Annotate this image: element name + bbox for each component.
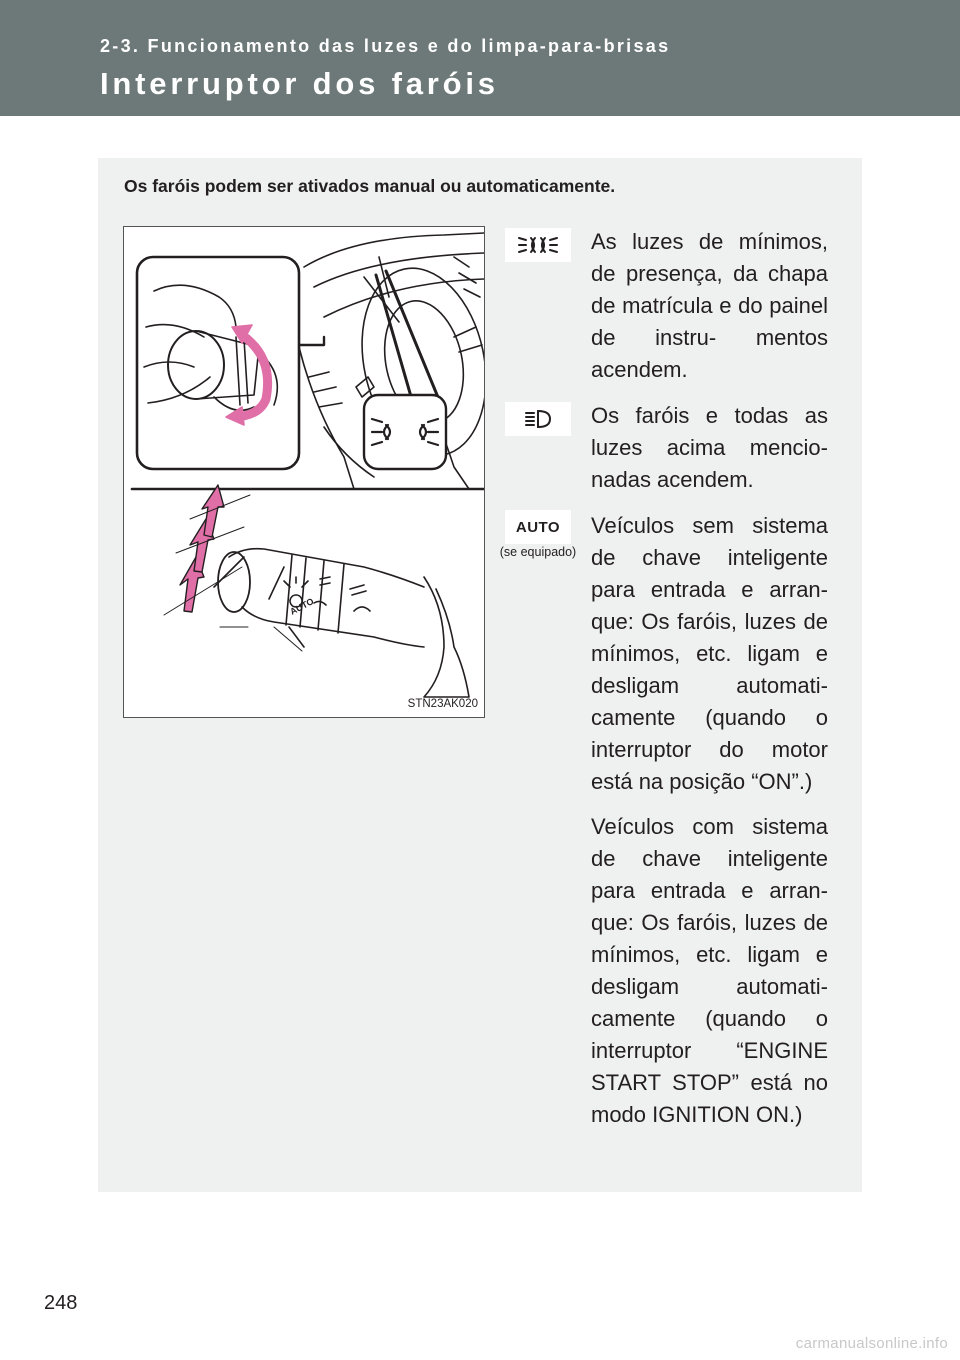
switch-auto-label: AUTO xyxy=(288,596,316,617)
auto-description-without-smart-key: Veículos sem sistema de chave inteligente para entrada e arran- que: Os faróis, luzes de mínimos, etc. ligam e desligam automati- camente (quando o interruptor do motor está na posição “ON”.) xyxy=(591,513,828,794)
page-title: Interruptor dos faróis xyxy=(100,66,499,101)
tail-lights-icon xyxy=(516,233,560,257)
headlights-icon xyxy=(518,407,558,431)
headlights-description: Os faróis e todas as luzes acima mencio- nadas acendem. xyxy=(591,403,828,492)
auto-icon xyxy=(505,510,571,544)
watermark: carmanualsonline.info xyxy=(795,1335,948,1352)
section-label: 2-3. Funcionamento das luzes e do limpa-para-brisas xyxy=(100,36,671,56)
headlight-switch-illustration xyxy=(123,226,485,718)
tail-lights-icon-box xyxy=(505,228,571,262)
auto-equipped-note: (se equipado) xyxy=(499,545,577,559)
auto-description-with-smart-key: Veículos com sistema de chave inteligente para entrada e arran- que: Os faróis, luzes de mínimos, etc. ligam e desligam automati- camente (quando o interruptor “ENGINE START STOP” está no modo IGNITION ON.) xyxy=(591,814,828,1127)
illustration-drawing xyxy=(124,227,485,718)
page-number: 248 xyxy=(44,1292,78,1314)
headlights-icon-box xyxy=(505,402,571,436)
page-header xyxy=(0,0,960,116)
intro-text: Os faróis podem ser ativados manual ou automaticamente. xyxy=(124,176,616,196)
auto-icon-label: AUTO xyxy=(515,518,561,536)
figure-code: STN23AK020 xyxy=(407,698,478,710)
tail-lights-description: As luzes de mínimos, de presença, da chapa de matrícula e do painel de instru- mentos acendem. xyxy=(591,229,828,382)
